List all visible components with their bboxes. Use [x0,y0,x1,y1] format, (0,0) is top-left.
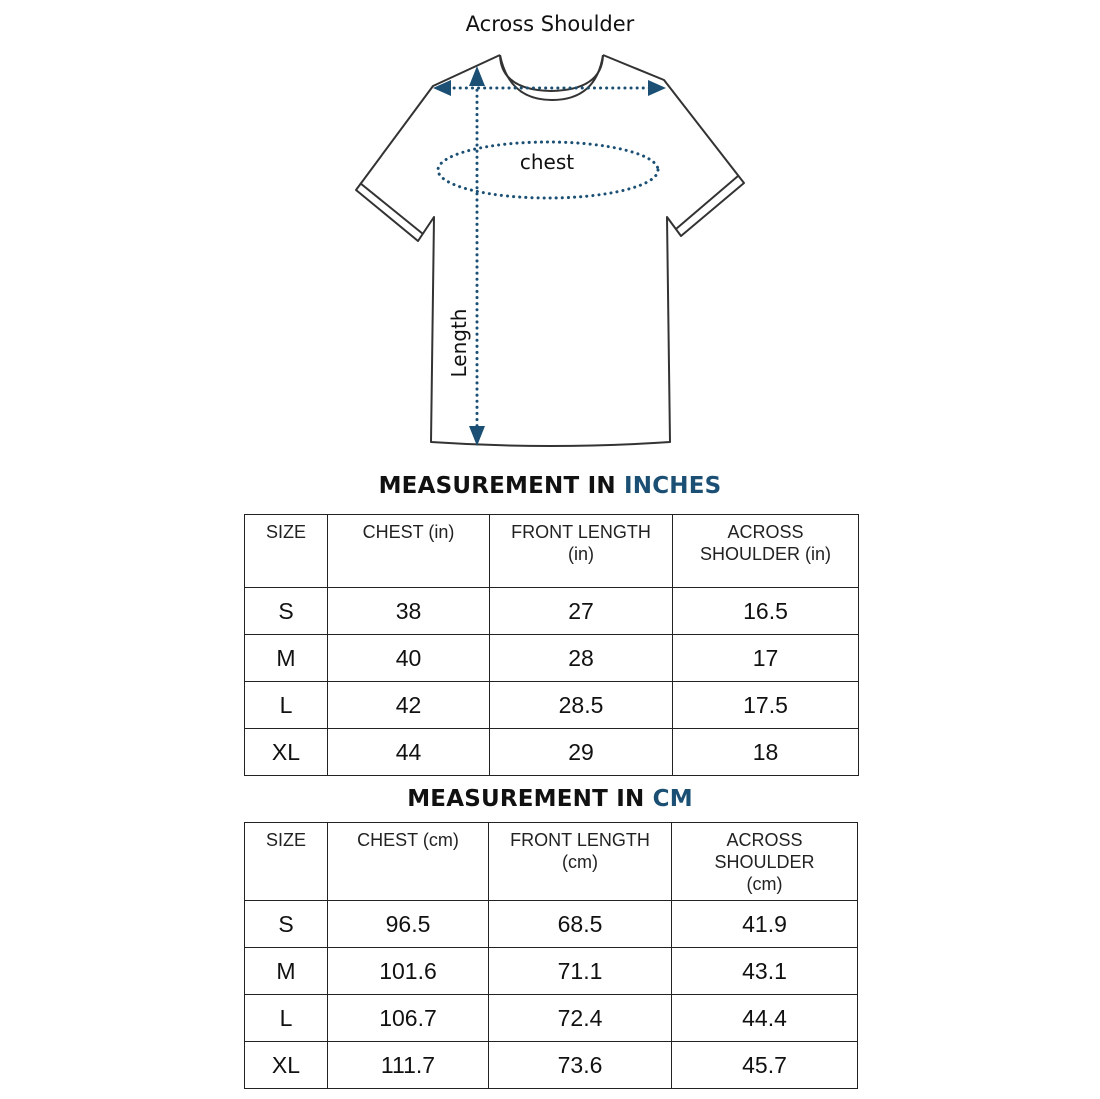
front-length-cell: 27 [490,588,673,635]
inches-header-row [245,515,859,588]
cm-title-prefix: MEASUREMENT IN [407,786,653,812]
size-cell: S [245,901,328,948]
cm-title [0,786,1100,812]
inches-size-table [244,514,859,776]
across-shoulder-arrow-right [648,80,666,96]
chest-cell: 106.7 [328,995,489,1042]
front-length-cell: 28.5 [490,682,673,729]
front-length-cell: 29 [490,729,673,776]
size-cell: S [245,588,328,635]
size-cell: M [245,948,328,995]
table-row [245,995,858,1042]
table-row [245,901,858,948]
tshirt-collar-inner [500,55,603,100]
table-row [245,635,859,682]
right-sleeve-hem [676,176,738,229]
across-shoulder-cell: 45.7 [672,1042,858,1089]
inches-title-accent: INCHES [624,473,722,499]
cm-header-front-length: FRONT LENGTH (cm) [489,823,672,901]
table-row [245,682,859,729]
across-shoulder-cell: 44.4 [672,995,858,1042]
front-length-cell: 72.4 [489,995,672,1042]
length-arrow-bottom [469,426,485,446]
inches-header-size: SIZE [245,515,328,588]
table-row [245,948,858,995]
size-cell: XL [245,1042,328,1089]
chest-cell: 111.7 [328,1042,489,1089]
across-shoulder-cell: 41.9 [672,901,858,948]
cm-title-accent: CM [652,786,693,812]
front-length-cell: 68.5 [489,901,672,948]
table-row [245,729,859,776]
front-length-cell: 71.1 [489,948,672,995]
cm-size-table [244,822,858,1089]
cm-header-across-shoulder: ACROSS SHOULDER (cm) [672,823,858,901]
inches-title-prefix: MEASUREMENT IN [378,473,624,499]
table-row [245,588,859,635]
cm-header-size: SIZE [245,823,328,901]
size-cell: L [245,682,328,729]
inches-header-chest: CHEST (in) [328,515,490,588]
cm-header-chest: CHEST (cm) [328,823,489,901]
across-shoulder-cell: 17.5 [673,682,859,729]
chest-cell: 40 [328,635,490,682]
inches-header-front-length: FRONT LENGTH (in) [490,515,673,588]
left-sleeve-hem [360,183,423,234]
across-shoulder-cell: 43.1 [672,948,858,995]
length-label: Length [447,308,471,378]
chest-label: chest [519,150,575,174]
cm-header-row [245,823,858,901]
chest-cell: 96.5 [328,901,489,948]
across-shoulder-cell: 17 [673,635,859,682]
table-row [245,1042,858,1089]
front-length-cell: 28 [490,635,673,682]
size-cell: M [245,635,328,682]
chest-cell: 44 [328,729,490,776]
size-cell: L [245,995,328,1042]
chest-cell: 101.6 [328,948,489,995]
inches-header-across-shoulder: ACROSS SHOULDER (in) [673,515,859,588]
chest-cell: 38 [328,588,490,635]
across-shoulder-cell: 18 [673,729,859,776]
size-cell: XL [245,729,328,776]
chest-cell: 42 [328,682,490,729]
front-length-cell: 73.6 [489,1042,672,1089]
tshirt-outline [356,55,744,446]
across-shoulder-label: Across Shoulder [465,12,635,36]
tshirt-diagram [0,0,1100,460]
inches-title [0,473,1100,499]
across-shoulder-cell: 16.5 [673,588,859,635]
